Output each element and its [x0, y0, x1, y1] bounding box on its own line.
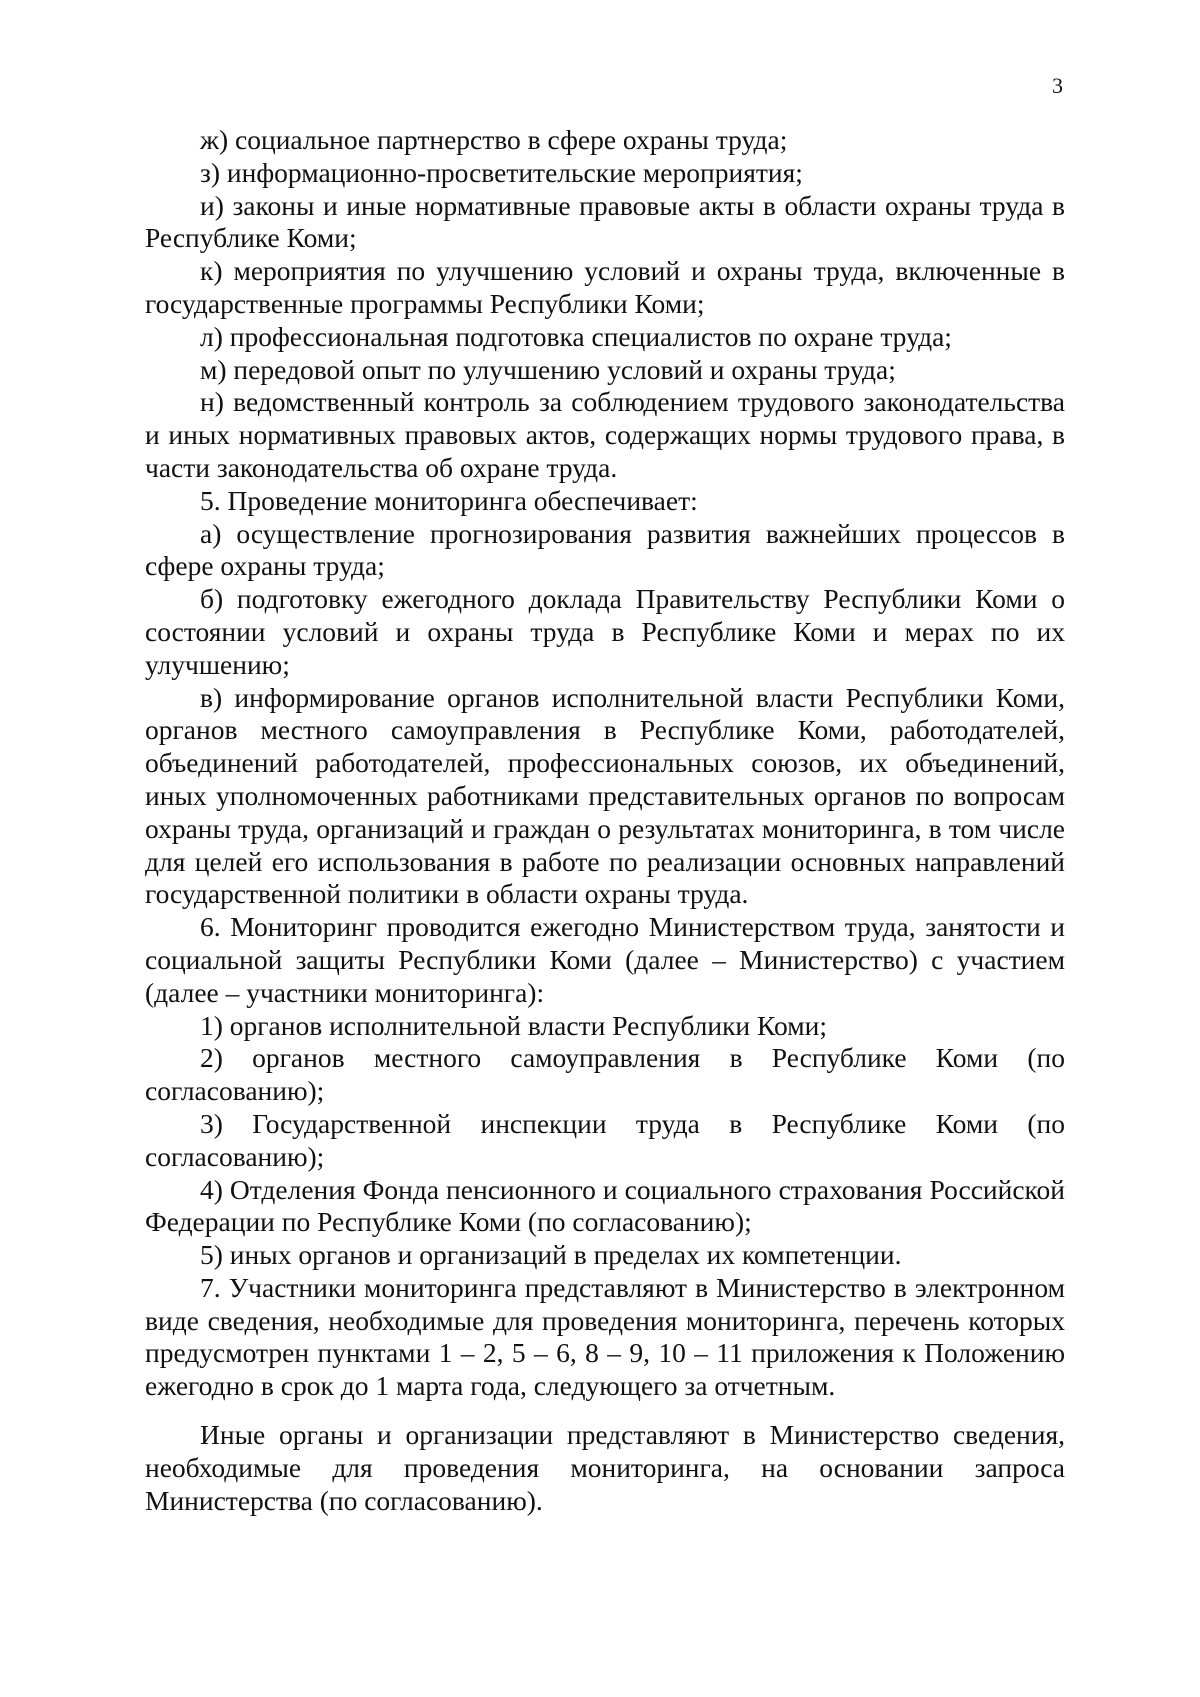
paragraph-item-k: к) мероприятия по улучшению условий и охраны труда, включенные в государственные программы Республики Коми;	[145, 255, 1065, 319]
paragraph-section-6: 6. Мониторинг проводится ежегодно Министерством труда, занятости и социальной защиты Республики Коми (далее – Министерство) с участием (далее – участники мониторинга):	[145, 911, 1065, 1008]
paragraph-item-zh: ж) социальное партнерство в сфере охраны труда;	[200, 124, 788, 155]
paragraph-item-n: н) ведомственный контроль за соблюдением трудового законодательства и иных нормативных правовых актов, содержащих нормы трудового права, в части законодательства об охране труда.	[145, 386, 1065, 483]
paragraph-list-1: 1) органов исполнительной власти Республики Коми;	[200, 1009, 827, 1041]
paragraph-section-7: 7. Участники мониторинга представляют в Министерство в электронном виде сведения, необходимые для проведения мониторинга, перечень которых предусмотрен пунктами 1 – 2, 5 – 6, 8 – 9, 10 – 11 приложения к Положению ежегодно в срок до 1 марта года, следующего за отчетным.	[145, 1271, 1065, 1402]
paragraph-item-v: в) информирование органов исполнительной власти Республики Коми, органов местного самоуправления в Республике Коми, работодателей, объединений работодателей, профессиональных союзов, их объединений, иных уполномоченных работниками представительных органов по вопросам охраны труда, организаций и граждан о результатах мониторинга, в том числе для целей его использования в работе по реализации основных направлений государственной политики в области охраны труда.	[145, 681, 1065, 910]
paragraph-list-3: 3) Государственной инспекции труда в Республике Коми (по согласованию);	[145, 1107, 1065, 1172]
document-body	[145, 124, 1065, 1517]
paragraph-item-m: м) передовой опыт по улучшению условий и охраны труда;	[200, 353, 896, 385]
paragraph-item-z: з) информационно-просветительские мероприятия;	[200, 156, 803, 188]
paragraph-item-l: л) профессиональная подготовка специалистов по охране труда;	[200, 320, 952, 352]
paragraph-other-bodies: Иные органы и организации представляют в Министерство сведения, необходимые для проведения мониторинга, на основании запроса Министерства (по согласованию).	[145, 1419, 1065, 1516]
paragraph-section-5: 5. Проведение мониторинга обеспечивает:	[200, 484, 698, 516]
paragraph-list-2: 2) органов местного самоуправления в Республике Коми (по согласованию);	[145, 1042, 1065, 1107]
page-number: 3	[1052, 73, 1063, 98]
paragraph-list-5: 5) иных органов и организаций в пределах их компетенции.	[200, 1239, 902, 1271]
paragraph-item-i: и) законы и иные нормативные правовые акты в области охраны труда в Республике Коми;	[145, 189, 1065, 254]
paragraph-item-a: а) осуществление прогнозирования развития важнейших процессов в сфере охраны труда;	[145, 517, 1065, 582]
paragraph-item-b: б) подготовку ежегодного доклада Правительству Республики Коми о состоянии условий и охраны труда в Республике Коми и мерах по их улучшению;	[145, 583, 1065, 680]
paragraph-list-4: 4) Отделения Фонда пенсионного и социального страхования Российской Федерации по Республике Коми (по согласованию);	[145, 1173, 1065, 1238]
